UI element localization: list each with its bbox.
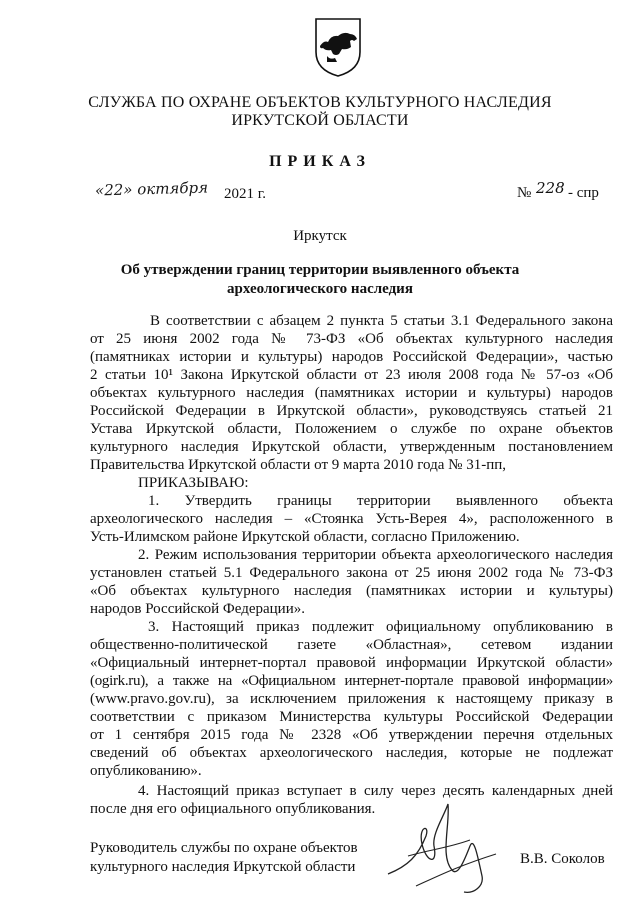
body-line: 1. Утвердить границы территории выявленного объекта: [148, 493, 613, 509]
body-line: археологического наследия – «Стоянка Усть-Верея 4», расположенного в: [90, 511, 613, 527]
city: Иркутск: [293, 228, 347, 244]
body-line: В соответствии с абзацем 2 пункта 5 статьи 3.1 Федерального закона: [150, 313, 613, 329]
signatory-role-line2: культурного наследия Иркутской области: [90, 859, 356, 875]
body-line: от 1 сентября 2015 года № 2328 «Об утверждении перечня отдельных: [90, 727, 613, 743]
handwritten-date: «22» октября: [94, 178, 209, 200]
body-line: Российской Федерации в Иркутской области», руководствуясь статьей 21: [90, 403, 613, 419]
body-line: (ogirk.ru), а также на «Официальном интернет-портале правовой информации»: [90, 673, 613, 689]
body-line: 4. Настоящий приказ вступает в силу через десять календарных дней: [138, 783, 613, 799]
body-line: от 25 июня 2002 года № 73-ФЗ «Об объектах культурного наследия: [90, 331, 613, 347]
body-line: «Официальный интернет-портал правовой информации Иркутской области»: [90, 655, 613, 671]
order-verb: ПРИКАЗЫВАЮ:: [138, 475, 249, 491]
body-line: общественно-политической газете «Областная», сетевом издании: [90, 637, 613, 653]
body-line: Правительства Иркутской области от 9 марта 2010 года № 31-пп,: [90, 457, 506, 473]
body-line: Устава Иркутской области, Положением о службе по охране объектов: [90, 421, 613, 437]
body-line: народов Российской Федерации».: [90, 601, 305, 617]
body-line: «Об объектах культурного наследия (памятниках истории и культуры): [90, 583, 613, 599]
org-name-line2: ИРКУТСКОЙ ОБЛАСТИ: [231, 112, 409, 129]
body-line: культурного наследия Иркутской области, утвержденным постановлением: [90, 439, 613, 455]
number-suffix: - спр: [568, 185, 599, 201]
body-line: 2 статьи 10¹ Закона Иркутской области от 23 июля 2008 года № 57-оз «Об: [90, 367, 613, 383]
body-line: (www.pravo.gov.ru), за исключением приложения к настоящему приказу в: [90, 691, 613, 707]
body-line: 2. Режим использования территории объекта археологического наследия: [138, 547, 613, 563]
subject-line1: Об утверждении границ территории выявленного объекта: [120, 262, 520, 278]
signatory-role-line1: Руководитель службы по охране объектов: [90, 840, 358, 856]
body-line: 3. Настоящий приказ подлежит официальному опубликованию в: [148, 619, 613, 635]
org-name-line1: СЛУЖБА ПО ОХРАНЕ ОБЪЕКТОВ КУЛЬТУРНОГО НАСЛЕДИЯ: [88, 94, 552, 111]
subject-line2: археологического наследия: [227, 281, 413, 297]
handwritten-signature-icon: [378, 796, 508, 900]
body-line: (памятниках истории и культуры) народов Российской Федерации», частью: [90, 349, 613, 365]
body-line: Усть-Илимском районе Иркутской области, согласно Приложению.: [90, 529, 520, 545]
body-line: опубликованию».: [90, 763, 202, 779]
signatory-name: В.В. Соколов: [520, 851, 605, 867]
body-line: после дня его официального опубликования.: [90, 801, 376, 817]
body-line: сведений об объектах археологического наследия, которые не подлежат: [90, 745, 613, 761]
document-type-title: ПРИКАЗ: [269, 153, 371, 170]
irkutsk-coat-of-arms-icon: [313, 16, 363, 78]
body-line: объектах культурного наследия (памятниках истории и культуры) народов: [90, 385, 613, 401]
document-year: 2021 г.: [224, 186, 266, 202]
number-prefix: №: [517, 185, 532, 201]
body-line: соответствии с приказом Министерства культуры Российской Федерации: [90, 709, 613, 725]
handwritten-number: 228: [536, 179, 565, 197]
body-line: установлен статьей 5.1 Федерального закона от 25 июня 2002 года № 73-ФЗ: [90, 565, 613, 581]
